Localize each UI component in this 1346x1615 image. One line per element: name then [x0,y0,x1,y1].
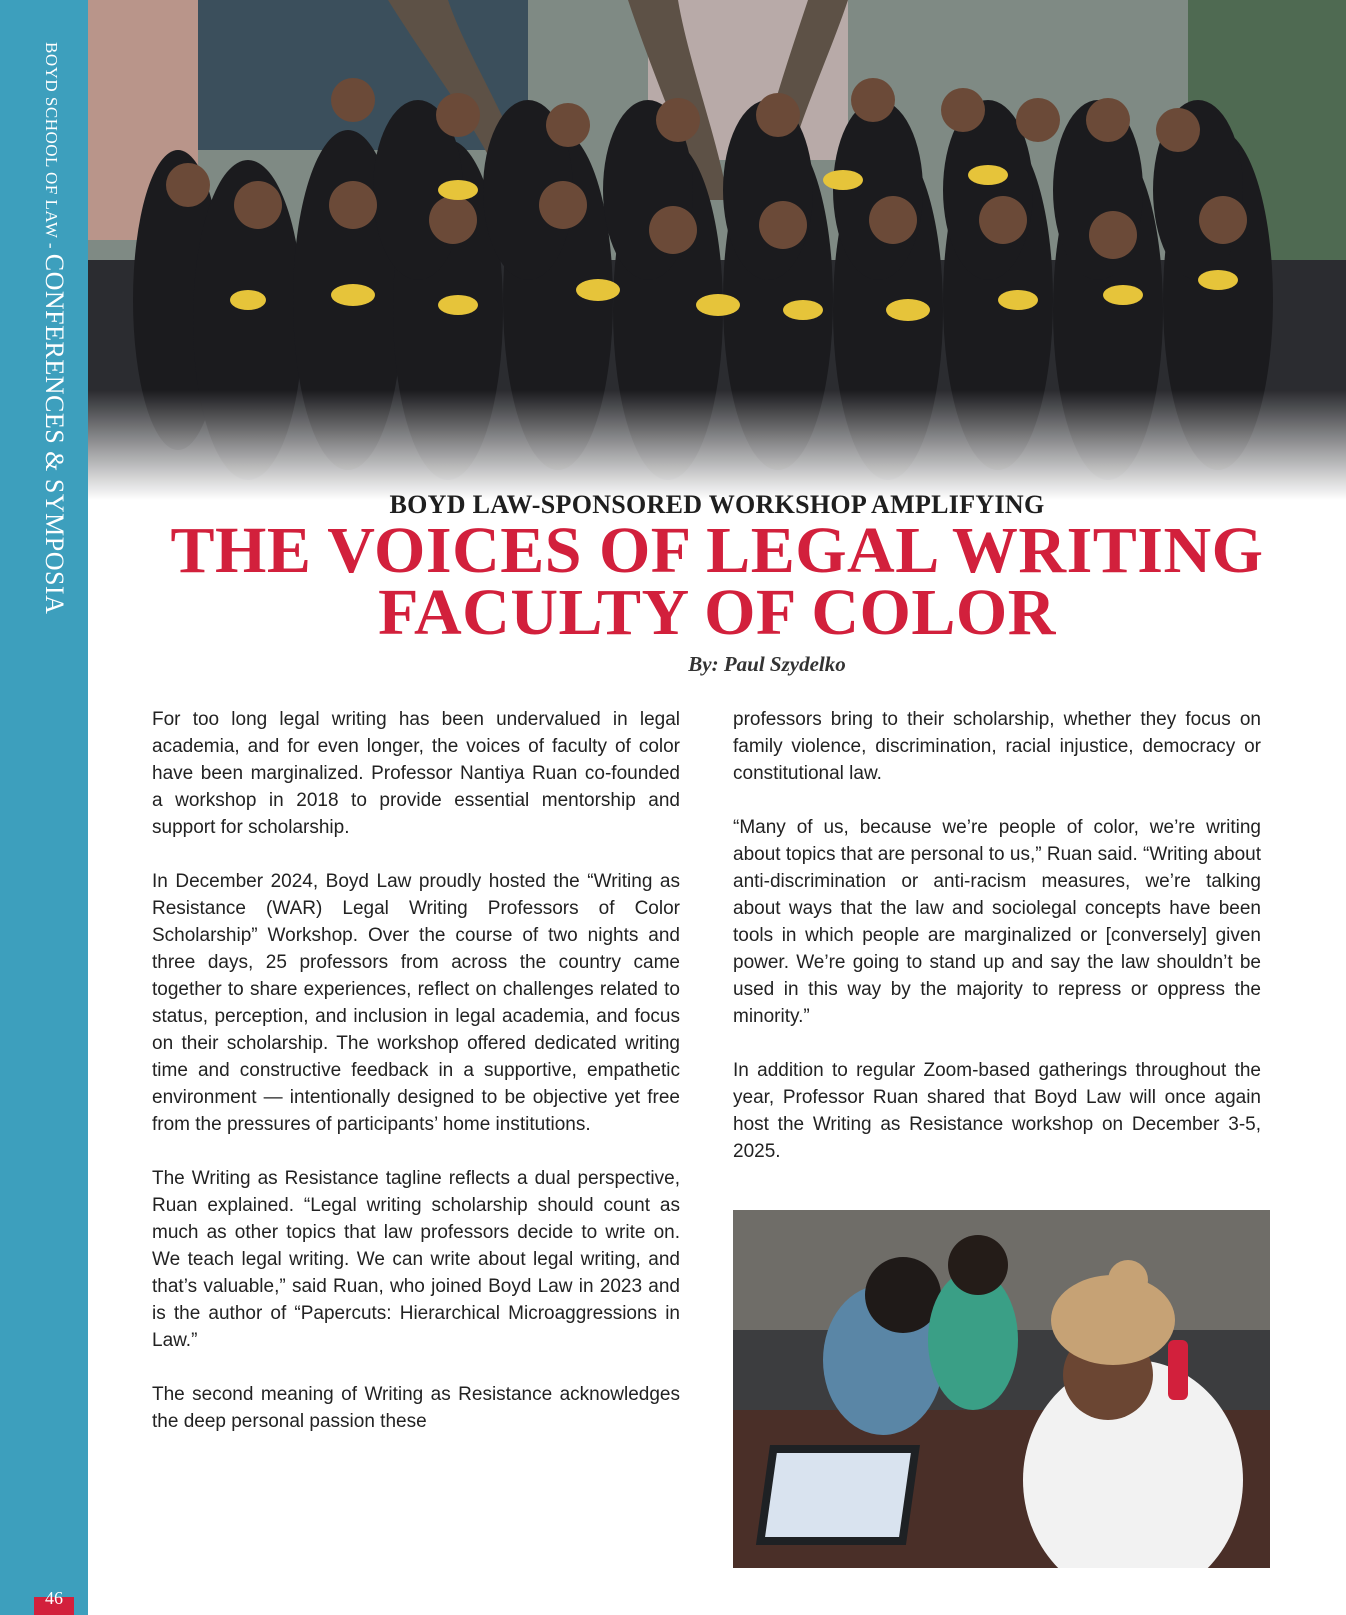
page-number [34,1588,74,1615]
article-column-left [152,706,680,1462]
paragraph: professors bring to their scholarship, whether they focus on family violence, discrimination, racial injustice, democracy or constitutional law. [733,709,1261,784]
paragraph: For too long legal writing has been undervalued in legal academia, and for even longer, the voices of faculty of color have been marginalized. Professor Nantiya Ruan co-founded a workshop in 2018 to provide essential mentorship and support for scholarship. [152,709,680,838]
paragraph: The second meaning of Writing as Resistance acknowledges the deep personal passion these [152,1384,680,1432]
paragraph: In addition to regular Zoom-based gatherings throughout the year, Professor Ruan shared that Boyd Law will once again host the Writing as Resistance workshop on December 3-5, 2025. [733,1060,1261,1162]
section-sidebar [0,0,88,1615]
headline-line-1: THE VOICES OF LEGAL WRITING [170,514,1264,587]
section-label-category: CONFERENCES & SYMPOSIA [40,253,69,615]
paragraph: The Writing as Resistance tagline reflects a dual perspective, Ruan explained. “Legal writing scholarship should count as much as other topics that law professors decide to write on. We teach legal writing. We can write about legal writing, and that’s valuable,” said Ruan, who joined Boyd Law in 2023 and is the author of “Papercuts: Hierarchical Microaggressions in Law.” [152,1168,680,1351]
headline-line-2: FACULTY OF COLOR [378,576,1056,649]
section-label [36,42,68,614]
page-number-text: 46 [45,1588,63,1608]
paragraph: In December 2024, Boyd Law proudly hosted the “Writing as Resistance (WAR) Legal Writing Professors of Color Scholarship” Workshop. Over the course of two nights and three days, 25 professors from across the country came together to share experiences, reflect on challenges related to status, perception, and inclusion in legal academia, and focus on their scholarship. The workshop offered dedicated writing time and constructive feedback in a supportive, empathetic environment — intentionally designed to be objective yet free from the pressures of participants’ home institutions. [152,871,680,1135]
group-photo-illustration [88,0,1346,500]
paragraph: “Many of us, because we’re people of color, we’re writing about topics that are personal to us,” Ruan said. “Writing about anti-discrimination or anti-racism measures, we’re talking about ways that the law and sociolegal concepts have been tools in which people are marginalized or [conversely] given power. We’re going to stand up and say the law shouldn’t be used in this way by the majority to repress or oppress the minority.” [733,817,1261,1027]
article-column-right [733,706,1261,1192]
article-kicker: BOYD LAW-SPONSORED WORKSHOP AMPLIFYING [389,490,1045,519]
article-byline: By: Paul Szydelko [688,652,846,676]
workshop-photo [733,1210,1270,1568]
article-headline [88,514,1346,649]
section-label-school: BOYD SCHOOL OF LAW - [42,42,61,254]
workshop-photo-illustration [733,1210,1270,1568]
group-photo [88,0,1346,500]
